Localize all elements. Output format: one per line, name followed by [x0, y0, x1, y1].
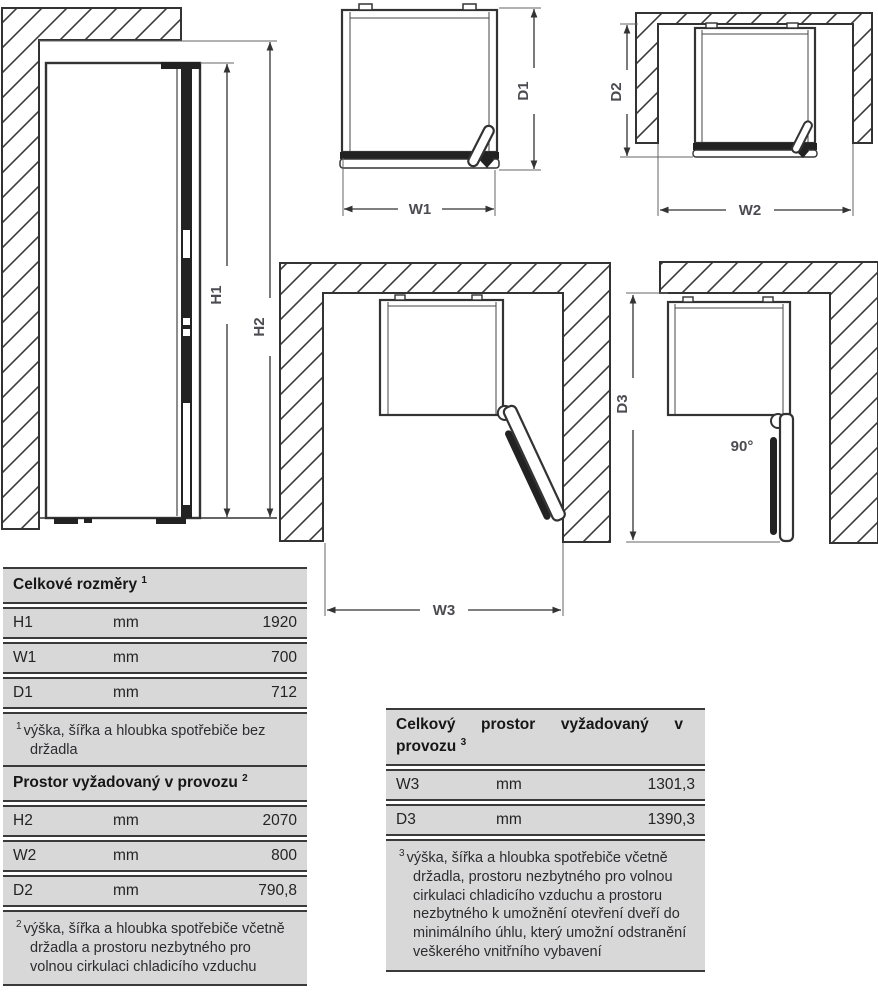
dimension-label: D2: [13, 882, 33, 900]
fridge-body-top-view: [668, 302, 790, 415]
table-header: Prostor vyžadovaný v provozu $^2$: [3, 765, 307, 802]
unit-cell: mm: [113, 847, 139, 865]
dim-label-d3: D3: [614, 394, 631, 414]
table-footnote: $^1$ výška, šířka a hloubka spotřebiče bez držadla: [3, 712, 307, 770]
table-footnote: $^3$ výška, šířka a hloubka spotřebiče včetně držadla, prostoru nezbytného pro volnou cirkulaci chladicího vzduchu a prostoru nezbytného k umožnění otevření dveří do minimálního úhlu, který umožní odstranění veškerého vnitřního vybavení: [386, 839, 705, 972]
hinge-tab: [763, 297, 773, 302]
fridge-body-top-view: [380, 300, 503, 415]
total-space-in-use-table: [386, 708, 705, 972]
unit-cell: mm: [496, 776, 522, 793]
dim-label-h2: H2: [251, 317, 268, 337]
dim-label-d1: D1: [515, 81, 532, 101]
dimension-label: W3: [396, 776, 420, 793]
fridge-foot: [156, 518, 186, 524]
open-door-90: [770, 414, 793, 541]
dimension-label: H1: [13, 614, 33, 632]
unit-cell: mm: [113, 649, 139, 667]
value-cell: 1920: [262, 614, 297, 632]
table-row: [3, 805, 307, 837]
value-cell: 790,8: [258, 882, 297, 900]
table-row: [3, 875, 307, 907]
value-cell: 700: [271, 649, 297, 667]
table-header: Celkové rozměry $^1$: [3, 567, 307, 604]
top-view-niche-w2-d2-diagram: [608, 13, 872, 219]
table-row: [3, 677, 307, 709]
table-footnote: $^2$ výška, šířka a hloubka spotřebiče včetně držadla a prostoru nezbytného pro volnou cirkulaci chladicího vzduchu: [3, 910, 307, 986]
top-view-w1-d1-diagram: [340, 4, 541, 218]
table-row: [3, 607, 307, 639]
fridge-body-top-view: [695, 28, 815, 143]
dimension-label: D3: [396, 811, 416, 828]
hinge-tab: [683, 297, 693, 302]
top-view-door-90-d3-diagram: [614, 262, 878, 543]
dim-label-d2: D2: [608, 82, 625, 102]
hinge-tab: [463, 4, 476, 10]
front-view-diagram: [2, 8, 277, 529]
dim-label-h1: H1: [208, 285, 225, 305]
fridge-top-hinge-cover: [161, 62, 201, 69]
unit-cell: mm: [113, 614, 139, 632]
door-angle-label: 90°: [730, 438, 754, 455]
unit-cell: mm: [113, 812, 139, 830]
open-door: [494, 402, 567, 526]
fridge-foot: [54, 518, 78, 524]
table-header: Celkový prostor vyžadovaný v provozu $^3$: [386, 708, 705, 766]
table-row: [386, 769, 705, 801]
overall-dimensions-table: [3, 567, 307, 770]
value-cell: 2070: [262, 812, 297, 830]
hinge-tab: [395, 295, 405, 300]
dim-label-w2: W2: [738, 202, 762, 219]
space-in-use-table: [3, 765, 307, 986]
dimension-label: W2: [13, 847, 37, 865]
door-handle: [770, 437, 777, 535]
value-cell: 1301,3: [647, 776, 695, 793]
table-row: [3, 642, 307, 674]
unit-cell: mm: [113, 882, 139, 900]
top-view-door-open-w3-diagram: [280, 263, 610, 619]
dimension-label: W1: [13, 649, 37, 667]
value-cell: 712: [271, 684, 297, 702]
hinge-tab: [706, 23, 717, 28]
hinge-tab: [472, 295, 482, 300]
value-cell: 800: [271, 847, 297, 865]
hinge-tab: [787, 23, 798, 28]
fridge-body-top-view: [342, 10, 497, 152]
value-cell: 1390,3: [647, 811, 695, 828]
unit-cell: mm: [113, 684, 139, 702]
dim-label-w3: W3: [432, 602, 456, 619]
dimension-label: D1: [13, 684, 33, 702]
hinge-tab: [359, 4, 372, 10]
unit-cell: mm: [496, 811, 522, 828]
dim-label-w1: W1: [408, 201, 432, 218]
dimension-label: H2: [13, 812, 33, 830]
table-row: [386, 804, 705, 836]
table-row: [3, 840, 307, 872]
